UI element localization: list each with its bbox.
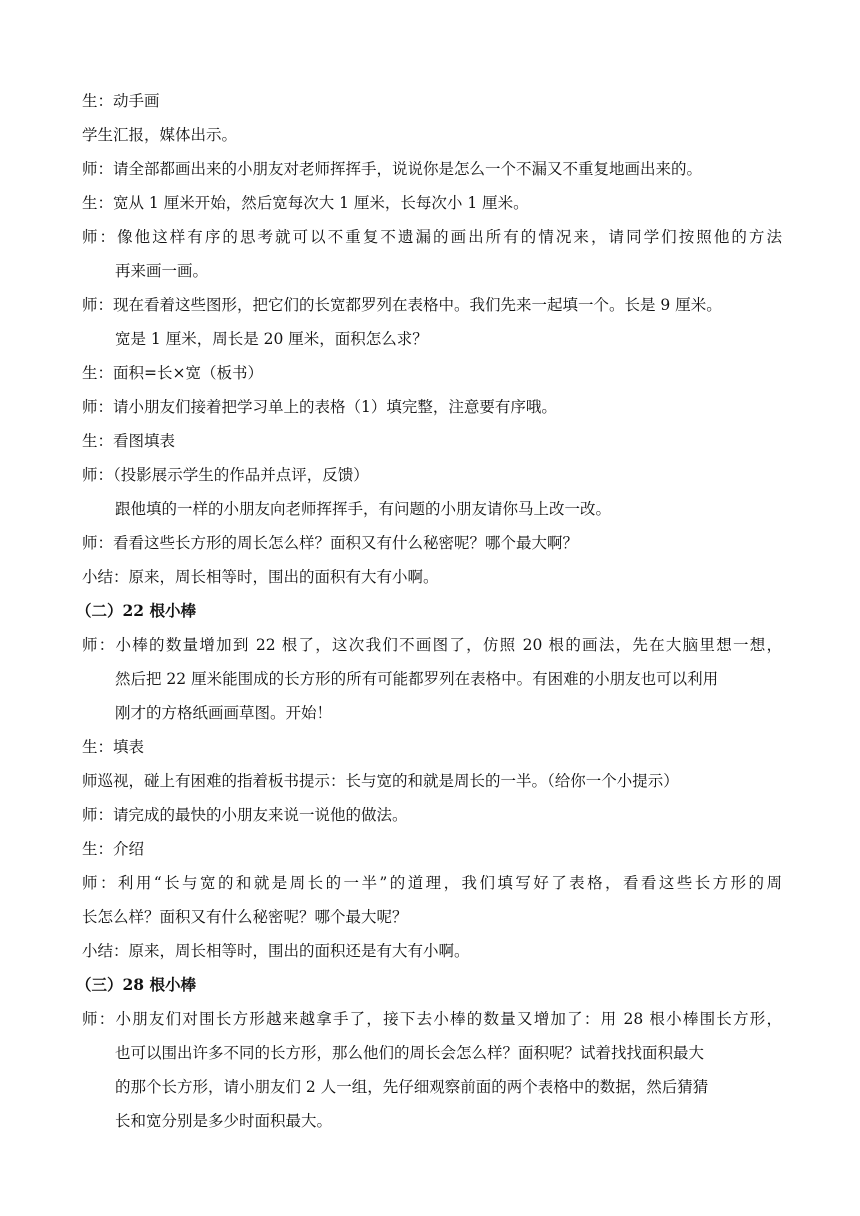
text-line: 师巡视，碰上有困难的指着板书提示：长与宽的和就是周长的一半。（给你一个小提示） xyxy=(82,772,679,790)
text-line: 师：像他这样有序的思考就可以不重复不遗漏的画出所有的情况来，请同学们按照他的方法 xyxy=(82,228,782,246)
text-line: 长怎么样？面积又有什么秘密呢？哪个最大呢？ xyxy=(82,908,408,926)
text-line: 师：小棒的数量增加到 22 根了，这次我们不画图了，仿照 20 根的画法，先在大脑里想一想， xyxy=(82,636,782,654)
text-line: 师：请全部都画出来的小朋友对老师挥挥手，说说你是怎么一个不漏又不重复地画出来的。 xyxy=(82,160,703,178)
document-body xyxy=(76,84,782,1138)
text-line: 师：小朋友们对围长方形越来越拿手了，接下去小棒的数量又增加了：用 28 根小棒围长方形， xyxy=(82,1010,782,1028)
text-line: 生：宽从 1 厘米开始，然后宽每次大 1 厘米，长每次小 1 厘米。 xyxy=(82,194,529,212)
text-line: 生：填表 xyxy=(82,738,145,756)
text-line: 学生汇报，媒体出示。 xyxy=(82,126,238,144)
text-line: 师：请完成的最快的小朋友来说一说他的做法。 xyxy=(82,806,408,824)
text-line: 宽是 1 厘米，周长是 20 厘米，面积怎么求？ xyxy=(115,330,428,348)
section-heading: （三）28 根小棒 xyxy=(76,975,196,994)
text-line: 生：面积=长×宽（板书） xyxy=(82,364,263,382)
text-line: 然后把 22 厘米能围成的长方形的所有可能都罗列在表格中。有困难的小朋友也可以利用 xyxy=(115,670,719,688)
text-line: 再来画一画。 xyxy=(115,262,209,280)
section-heading: （二）22 根小棒 xyxy=(76,601,196,620)
text-line: 小结：原来，周长相等时，围出的面积还是有大有小啊。 xyxy=(82,942,470,960)
text-line: 刚才的方格纸画画草图。开始！ xyxy=(115,704,333,722)
text-line: 跟他填的一样的小朋友向老师挥挥手，有问题的小朋友请你马上改一改。 xyxy=(115,500,612,518)
text-line: 师：请小朋友们接着把学习单上的表格（1）填完整，注意要有序哦。 xyxy=(82,398,557,416)
text-line: 生：介绍 xyxy=(82,840,145,858)
text-line: 也可以围出许多不同的长方形，那么他们的周长会怎么样？面积呢？试着找找面积最大 xyxy=(115,1044,705,1062)
text-line: 生：动手画 xyxy=(82,92,160,110)
text-line: 师：（投影展示学生的作品并点评，反馈） xyxy=(82,466,369,484)
text-line: 师：看看这些长方形的周长怎么样？面积又有什么秘密呢？哪个最大啊？ xyxy=(82,534,579,552)
text-line: 师：利用“长与宽的和就是周长的一半”的道理，我们填写好了表格，看看这些长方形的周 xyxy=(82,874,782,892)
text-line: 长和宽分别是多少时面积最大。 xyxy=(115,1112,333,1130)
text-line: 师：现在看着这些图形，把它们的长宽都罗列在表格中。我们先来一起填一个。长是 9 厘米。 xyxy=(82,296,722,314)
text-line: 的那个长方形，请小朋友们 2 人一组，先仔细观察前面的两个表格中的数据，然后猜猜 xyxy=(115,1078,709,1096)
text-line: 生：看图填表 xyxy=(82,432,176,450)
text-line: 小结：原来，周长相等时，围出的面积有大有小啊。 xyxy=(82,568,439,586)
